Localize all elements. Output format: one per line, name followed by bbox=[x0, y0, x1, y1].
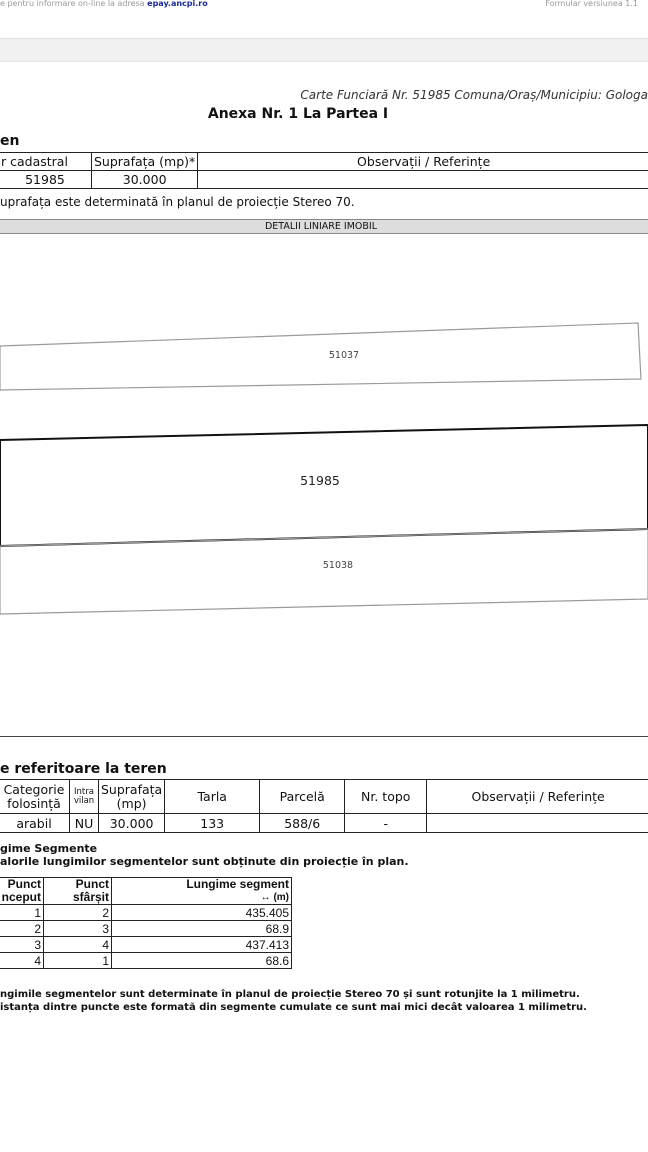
cell-suprafata: 30.000 bbox=[99, 814, 165, 833]
parcel-label-51985: 51985 bbox=[300, 473, 340, 488]
cell-end: 4 bbox=[44, 937, 112, 953]
cell-length: 437.413 bbox=[112, 937, 292, 953]
epay-link[interactable]: epay.ancpi.ro bbox=[147, 0, 208, 8]
cell-length: 68.6 bbox=[112, 953, 292, 969]
parcel-label-51038: 51038 bbox=[322, 560, 354, 571]
col-tarla: Tarla bbox=[165, 780, 260, 814]
cell-length: 68.9 bbox=[112, 921, 292, 937]
table-row bbox=[0, 953, 292, 969]
table-header-row bbox=[0, 153, 648, 171]
cell-start: 4 bbox=[0, 953, 44, 969]
teren-table bbox=[0, 152, 648, 189]
teren-heading: en bbox=[0, 133, 20, 149]
details-bar: DETALII LINIARE IMOBIL bbox=[0, 219, 648, 234]
info-text: e pentru informare on-line la adresa epay.ancpi.ro bbox=[0, 0, 208, 8]
segments-heading bbox=[0, 842, 409, 868]
cell-categorie: arabil bbox=[0, 814, 70, 833]
col-observatii: Observații / Referințe bbox=[427, 780, 648, 814]
col-nr-topo: Nr. topo bbox=[345, 780, 427, 814]
cell-start: 3 bbox=[0, 937, 44, 953]
cell-nr-topo: - bbox=[345, 814, 427, 833]
toolbar-strip bbox=[0, 38, 648, 62]
form-version: Formular versiunea 1.1 bbox=[545, 0, 638, 8]
cell-intravilan: NU bbox=[70, 814, 99, 833]
cell-parcela: 588/6 bbox=[260, 814, 345, 833]
col-categorie: Categorie folosință bbox=[0, 780, 70, 814]
table-row bbox=[0, 814, 648, 833]
parcel-51037 bbox=[0, 323, 641, 390]
col-lungime-segment: Lungime segment ↔ (m) bbox=[112, 878, 292, 905]
segments-table bbox=[0, 877, 292, 969]
cell-length: 435.405 bbox=[112, 905, 292, 921]
table-row bbox=[0, 171, 648, 189]
cell-start: 2 bbox=[0, 921, 44, 937]
segments-title: gime Segmente bbox=[0, 842, 98, 855]
col-intravilan: Intra vilan bbox=[70, 780, 99, 814]
cell-start: 1 bbox=[0, 905, 44, 921]
footnote-1: ngimile segmentelor sunt determinate în planul de proiecție Stereo 70 și sunt rotunjite la 1 milimetru. bbox=[0, 989, 580, 1000]
cell-suprafata: 30.000 bbox=[92, 171, 198, 189]
cell-tarla: 133 bbox=[165, 814, 260, 833]
top-info-bar bbox=[0, 0, 648, 16]
col-punct-inceput: Punct nceput bbox=[0, 878, 44, 905]
col-punct-sfarsit: Punct sfârșit bbox=[44, 878, 112, 905]
categorie-table bbox=[0, 779, 648, 833]
section2-heading: e referitoare la teren bbox=[0, 761, 167, 777]
col-suprafata: Suprafața (mp) bbox=[99, 780, 165, 814]
cell-end: 2 bbox=[44, 905, 112, 921]
cadastral-plan bbox=[0, 233, 648, 733]
cell-end: 3 bbox=[44, 921, 112, 937]
footnotes bbox=[0, 988, 587, 1014]
col-parcela: Parcelă bbox=[260, 780, 345, 814]
parcel-label-51037: 51037 bbox=[328, 350, 360, 361]
footnote-2: istanța dintre puncte este formată din segmente cumulate ce sunt mai mici decât valoarea 1 milimetru. bbox=[0, 1002, 587, 1013]
parcel-51038 bbox=[0, 529, 648, 614]
section-divider bbox=[0, 736, 648, 737]
table-header-row bbox=[0, 878, 292, 905]
col-nr-cadastral: r cadastral bbox=[0, 153, 92, 171]
col-observatii: Observații / Referințe bbox=[198, 153, 648, 171]
cell-observatii bbox=[198, 171, 648, 189]
anexa-title: Anexa Nr. 1 La Partea I bbox=[207, 106, 389, 122]
col-suprafata: Suprafața (mp)* bbox=[92, 153, 198, 171]
carte-funciara-line: Carte Funciară Nr. 51985 Comuna/Oraș/Municipiu: Gologa bbox=[300, 88, 648, 102]
cell-nr-cadastral: 51985 bbox=[0, 171, 92, 189]
table-header-row bbox=[0, 780, 648, 814]
table-row bbox=[0, 921, 292, 937]
cell-end: 1 bbox=[44, 953, 112, 969]
table-row bbox=[0, 937, 292, 953]
suprafata-note: uprafața este determinată în planul de proiecție Stereo 70. bbox=[0, 195, 355, 209]
cell-observatii bbox=[427, 814, 648, 833]
segments-subtitle: alorile lungimilor segmentelor sunt obținute din proiecție în plan. bbox=[0, 855, 409, 868]
table-row bbox=[0, 905, 292, 921]
